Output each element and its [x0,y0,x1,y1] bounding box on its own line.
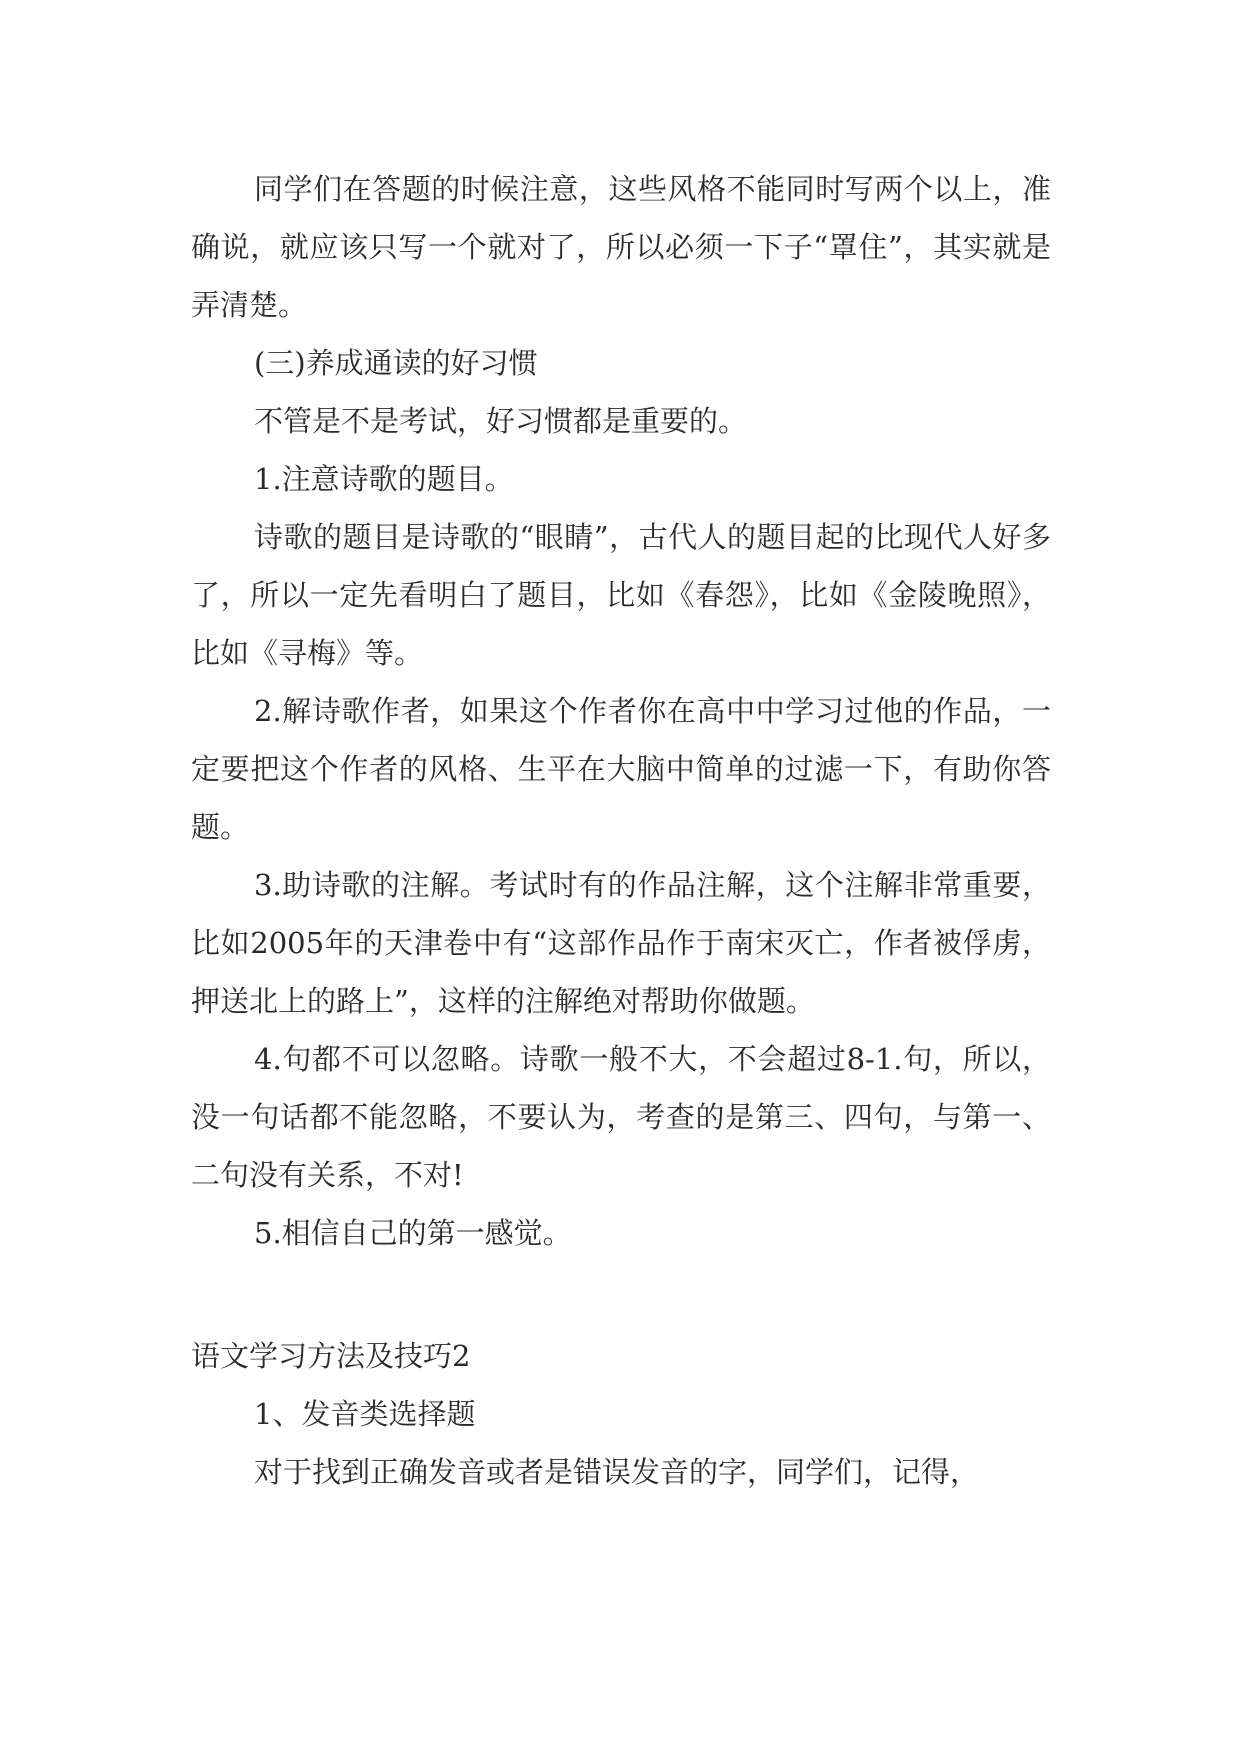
list-item: 5.相信自己的第一感觉。 [254,1216,572,1250]
list-item: 2.解诗歌作者，如果这个作者你在高中中学习过他的作品，一定要把这个作者的风格、生平在大脑中简单的过滤一下，有助你答题。 [191,694,1051,844]
subsection-heading: 1、发音类选择题 [254,1397,476,1431]
document-body [191,160,1051,1501]
section-heading: 语文学习方法及技巧2 [191,1339,471,1373]
list-item: 3.助诗歌的注解。考试时有的作品注解，这个注解非常重要，比如2005年的天津卷中有“这部作品作于南宋灭亡，作者被俘虏，押送北上的路上”，这样的注解绝对帮助你做题。 [191,868,1051,1018]
paragraph: 同学们在答题的时候注意，这些风格不能同时写两个以上，准确说，就应该只写一个就对了，所以必须一下子“罩住”，其实就是弄清楚。 [191,172,1051,322]
list-item: 1.注意诗歌的题目。 [254,462,514,496]
paragraph: 对于找到正确发音或者是错误发音的字，同学们，记得， [254,1455,980,1489]
list-item: 4.句都不可以忽略。诗歌一般不大，不会超过8-1.句，所以，没一句话都不能忽略，不要认为，考查的是第三、四句，与第一、二句没有关系，不对! [191,1042,1051,1192]
paragraph: 诗歌的题目是诗歌的“眼睛”，古代人的题目起的比现代人好多了，所以一定先看明白了题目，比如《春怨》，比如《金陵晚照》，比如《寻梅》等。 [191,520,1051,670]
paragraph: 不管是不是考试，好习惯都是重要的。 [254,404,748,438]
subsection-heading: (三)养成通读的好习惯 [254,346,538,380]
